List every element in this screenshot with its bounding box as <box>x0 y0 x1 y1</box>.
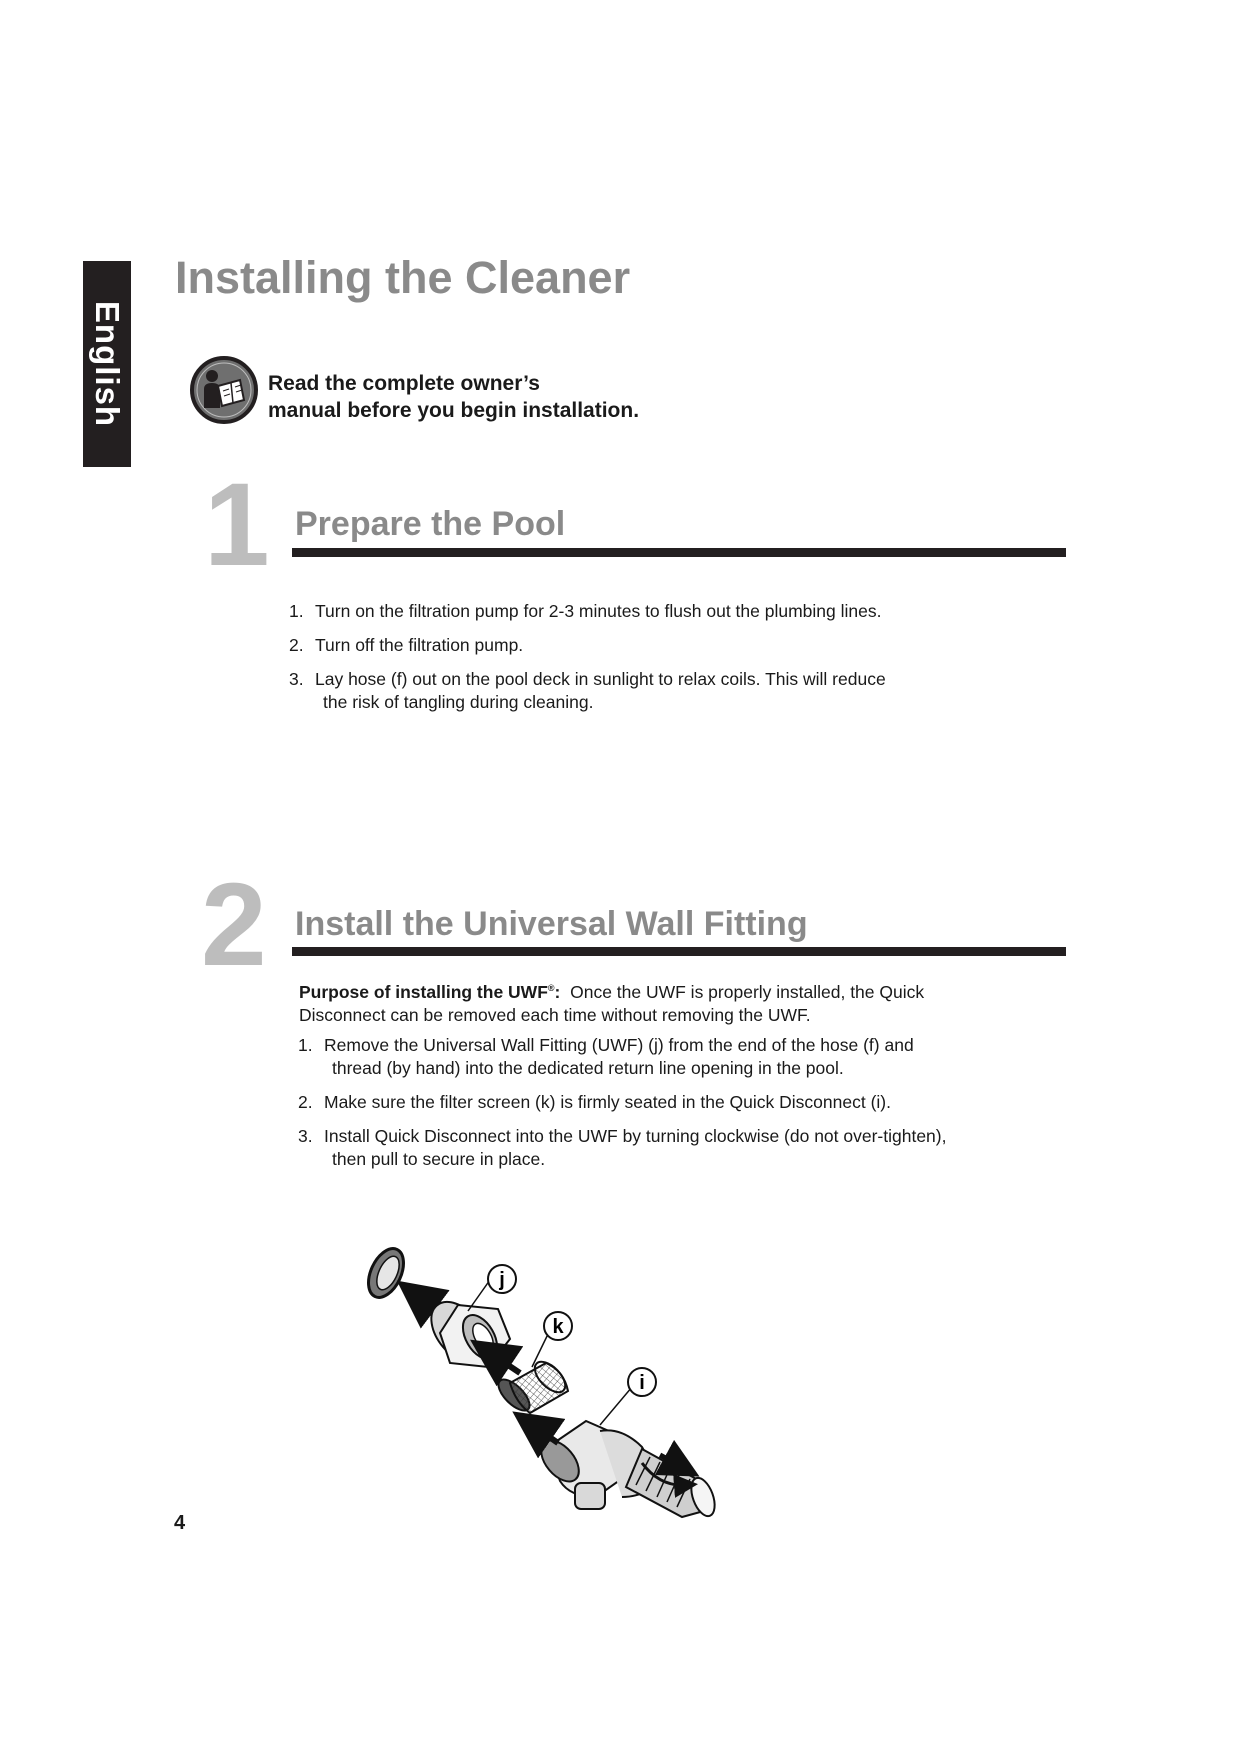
list-item-number: 3. <box>289 669 304 689</box>
list-item-text: Turn on the filtration pump for 2-3 minutes to flush out the plumbing lines. <box>315 601 882 621</box>
callout-j-label: j <box>499 1269 505 1291</box>
purpose-label: Purpose of installing the UWF <box>299 981 548 1002</box>
list-item <box>298 1034 946 1080</box>
callout-k-label: k <box>552 1316 564 1338</box>
language-tab-label: English <box>89 300 126 428</box>
uwf-purpose <box>299 977 924 1027</box>
list-item <box>289 600 886 623</box>
list-item <box>298 1091 946 1114</box>
list-item-number: 2. <box>289 635 304 655</box>
purpose-colon: : <box>554 981 561 1002</box>
callout-i-label: i <box>639 1372 645 1394</box>
step-1-list <box>289 600 886 725</box>
list-item-number: 1. <box>289 601 304 621</box>
purpose-text-2: Disconnect can be removed each time without removing the UWF. <box>299 1004 811 1025</box>
list-item-number: 3. <box>298 1126 313 1146</box>
page-title: Installing the Cleaner <box>175 252 631 303</box>
list-item-text: Install Quick Disconnect into the UWF by turning clockwise (do not over-tighten), <box>324 1126 947 1146</box>
fitting-cap <box>361 1243 410 1303</box>
list-item-number: 1. <box>298 1035 313 1055</box>
list-item-text: Turn off the filtration pump. <box>315 635 524 655</box>
step-1-number: 1 <box>204 459 270 591</box>
step-1-divider <box>292 548 1066 557</box>
step-1-title: Prepare the Pool <box>295 505 566 543</box>
notice-line-2: manual before you begin installation. <box>268 399 640 422</box>
language-tab <box>83 261 131 467</box>
read-manual-notice <box>190 356 830 426</box>
step-2-list <box>298 1034 946 1182</box>
uwf-installation-diagram <box>360 1235 810 1535</box>
read-manual-text <box>268 370 639 424</box>
list-item <box>298 1125 946 1171</box>
registered-mark: ® <box>547 983 555 993</box>
page-number: 4 <box>174 1512 186 1534</box>
arrow-screen-in <box>490 1353 520 1373</box>
arrow-disconnect-in <box>532 1425 558 1443</box>
list-item-text: Remove the Universal Wall Fitting (UWF) (j) from the end of the hose (f) and <box>324 1035 914 1055</box>
list-item-number: 2. <box>298 1092 313 1112</box>
notice-line-1: Read the complete owner’s <box>268 372 540 395</box>
callout-k <box>532 1312 572 1367</box>
step-2-number: 2 <box>201 859 267 991</box>
universal-wall-fitting <box>420 1291 510 1374</box>
list-item-text: Lay hose (f) out on the pool deck in sunlight to relax coils. This will reduce <box>315 669 886 689</box>
list-item-text-continued: then pull to secure in place. <box>332 1149 546 1169</box>
step-2-divider <box>292 947 1066 956</box>
purpose-text-1: Once the UWF is properly installed, the Quick <box>570 981 925 1002</box>
step-2-title: Install the Universal Wall Fitting <box>295 905 808 943</box>
callout-j <box>468 1265 516 1311</box>
callout-i <box>600 1368 656 1425</box>
list-item-text-continued: the risk of tangling during cleaning. <box>323 692 594 712</box>
list-item <box>289 668 886 714</box>
list-item-text-continued: thread (by hand) into the dedicated return line opening in the pool. <box>332 1058 844 1078</box>
list-item <box>289 634 886 657</box>
read-manual-icon <box>190 356 258 424</box>
list-item-text: Make sure the filter screen (k) is firmly seated in the Quick Disconnect (i). <box>324 1092 891 1112</box>
